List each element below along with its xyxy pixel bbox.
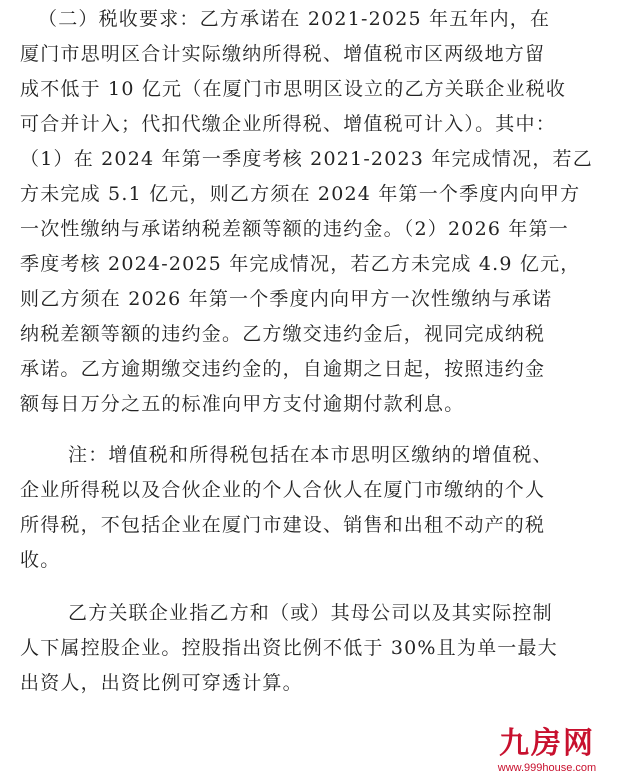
paragraph-1-line-1: （二）税收要求：乙方承诺在 2021-2025 年五年内，在: [38, 8, 551, 30]
paragraph-2-line-1: 注：增值税和所得税包括在本市思明区缴纳的增值税、: [68, 444, 553, 466]
paragraph-1-line-9: 则乙方须在 2026 年第一个季度内向甲方一次性缴纳与承诺: [20, 288, 553, 310]
paragraph-1-line-10: 纳税差额等额的违约金。乙方缴交违约金后，视同完成纳税: [20, 323, 546, 345]
paragraph-3-line-2: 人下属控股企业。控股指出资比例不低于 30%且为单一最大: [20, 637, 558, 659]
paragraph-1-line-5: （1）在 2024 年第一季度考核 2021-2023 年完成情况，若乙: [20, 148, 593, 170]
paragraph-1-line-3: 成不低于 10 亿元（在厦门市思明区设立的乙方关联企业税收: [20, 78, 567, 100]
paragraph-2-line-3: 所得税，不包括企业在厦门市建设、销售和出租不动产的税: [20, 514, 546, 536]
watermark-url: www.999house.com: [497, 762, 597, 774]
paragraph-1-line-8: 季度考核 2024-2025 年完成情况，若乙方未完成 4.9 亿元，: [20, 253, 581, 275]
paragraph-1-line-7: 一次性缴纳与承诺纳税差额等额的违约金。（2）2026 年第一: [20, 218, 569, 240]
paragraph-gap: [20, 578, 608, 596]
watermark-logo-text: 九房网: [499, 726, 595, 761]
paragraph-2-line-2: 企业所得税以及合伙企业的个人合伙人在厦门市缴纳的个人: [20, 479, 546, 501]
paragraph-1-line-2: 厦门市思明区合计实际缴纳所得税、增值税市区两级地方留: [20, 43, 546, 65]
paragraph-gap: [20, 422, 608, 438]
paragraph-2-line-4: 收。: [20, 549, 61, 571]
paragraph-1-line-6: 方未完成 5.1 亿元，则乙方须在 2024 年第一个季度内向甲方: [20, 183, 581, 205]
paragraph-3-line-1: 乙方关联企业指乙方和（或）其母公司以及其实际控制: [68, 602, 553, 624]
paragraph-3-line-3: 出资人，出资比例可穿透计算。: [20, 672, 303, 694]
paragraph-1-line-4: 可合并计入；代扣代缴企业所得税、增值税可计入）。其中：: [20, 113, 556, 135]
paragraph-1-line-12: 额每日万分之五的标准向甲方支付逾期付款利息。: [20, 393, 465, 415]
paragraph-1-line-11: 承诺。乙方逾期缴交违约金的，自逾期之日起，按照违约金: [20, 358, 546, 380]
watermark-logo: [477, 727, 617, 779]
document-body: [20, 2, 608, 701]
